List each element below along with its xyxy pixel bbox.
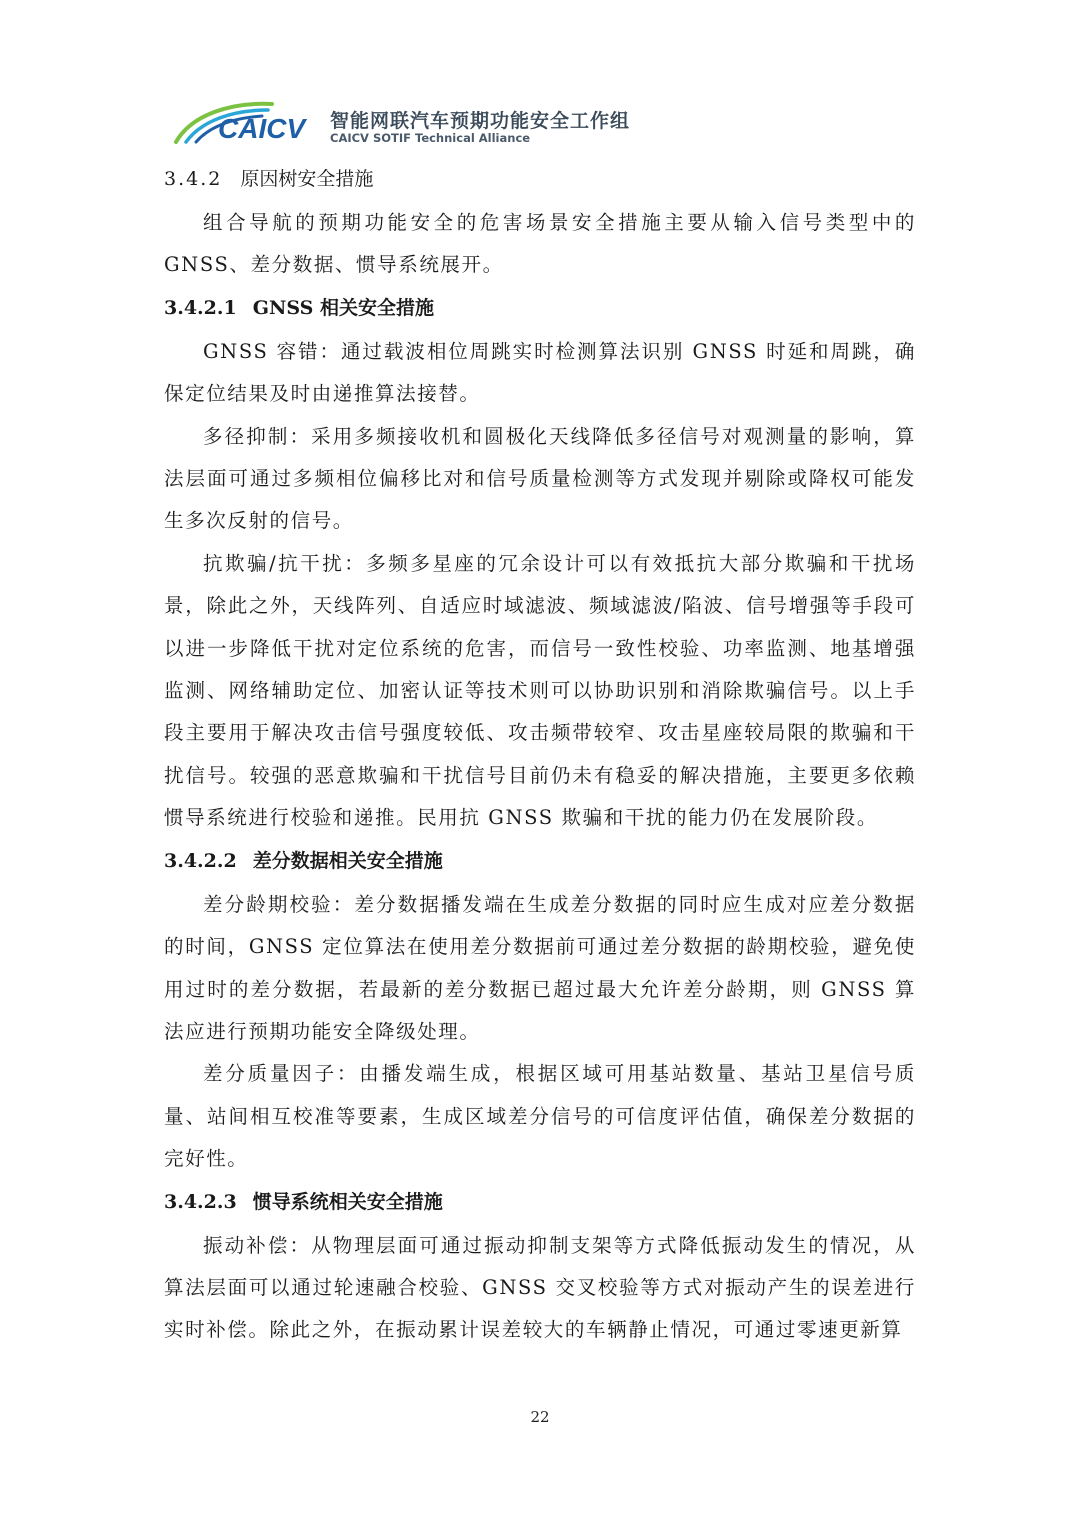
subsection-title: GNSS 相关安全措施 xyxy=(252,296,434,319)
paragraph: GNSS 容错：通过载波相位周跳实时检测算法识别 GNSS 时延和周跳，确保定位结果及时由递推算法接替。 xyxy=(164,339,916,406)
subsection-heading xyxy=(164,291,916,325)
subsection-title: 惯导系统相关安全措施 xyxy=(252,1190,443,1213)
section-number: 3.4.2 xyxy=(164,168,223,190)
subsection-number: 3.4.2.3 xyxy=(164,1190,237,1213)
subsection-heading xyxy=(164,1185,916,1219)
subsection-number: 3.4.2.1 xyxy=(164,296,237,319)
org-subtitle: CAICV SOTIF Technical Alliance xyxy=(330,131,531,145)
paragraph: 振动补偿：从物理层面可通过振动抑制支架等方式降低振动发生的情况，从算法层面可以通过轮速融合校验、GNSS 交叉校验等方式对振动产生的误差进行实时补偿。除此之外，在振动累计误差较大的车辆静止情况，可通过零速更新算 xyxy=(164,1233,916,1342)
paragraph: 抗欺骗/抗干扰：多频多星座的冗余设计可以有效抵抗大部分欺骗和干扰场景，除此之外，天线阵列、自适应时域滤波、频域滤波/陷波、信号增强等手段可以进一步降低干扰对定位系统的危害，而信号一致性校验、功率监测、地基增强监测、网络辅助定位、加密认证等技术则可以协助识别和消除欺骗信号。以上手段主要用于解决攻击信号强度较低、攻击频带较窄、攻击星座较局限的欺骗和干扰信号。较强的恶意欺骗和干扰信号目前仍未有稳妥的解决措施，主要更多依赖惯导系统进行校验和递推。民用抗 GNSS 欺骗和干扰的能力仍在发展阶段。 xyxy=(164,551,916,830)
paragraph: 差分龄期校验：差分数据播发端在生成差分数据的同时应生成对应差分数据的时间，GNSS 定位算法在使用差分数据前可通过差分数据的龄期校验，避免使用过时的差分数据，若最新的差分数据已超过最大允许差分龄期，则 GNSS 算法应进行预期功能安全降级处理。 xyxy=(164,892,916,1043)
caicv-logo-icon xyxy=(172,94,322,146)
paragraph: 差分质量因子：由播发端生成，根据区域可用基站数量、基站卫星信号质量、站间相互校准等要素，生成区域差分信号的可信度评估值，确保差分数据的完好性。 xyxy=(164,1062,916,1171)
subsection-title: 差分数据相关安全措施 xyxy=(252,849,443,872)
page-header xyxy=(172,94,692,154)
logo-text: CAICV xyxy=(218,113,306,144)
section-heading xyxy=(164,162,916,196)
subsection-number: 3.4.2.2 xyxy=(164,849,237,872)
subsection-heading xyxy=(164,844,916,878)
section-intro: 组合导航的预期功能安全的危害场景安全措施主要从输入信号类型中的GNSS、差分数据、惯导系统展开。 xyxy=(164,211,916,277)
section-title: 原因树安全措施 xyxy=(240,168,374,190)
org-title: 智能网联汽车预期功能安全工作组 xyxy=(330,110,631,132)
paragraph: 多径抑制：采用多频接收机和圆极化天线降低多径信号对观测量的影响，算法层面可通过多频相位偏移比对和信号质量检测等方式发现并剔除或降权可能发生多次反射的信号。 xyxy=(164,424,916,533)
document-body xyxy=(164,162,916,1352)
page-number: 22 xyxy=(530,1408,550,1426)
